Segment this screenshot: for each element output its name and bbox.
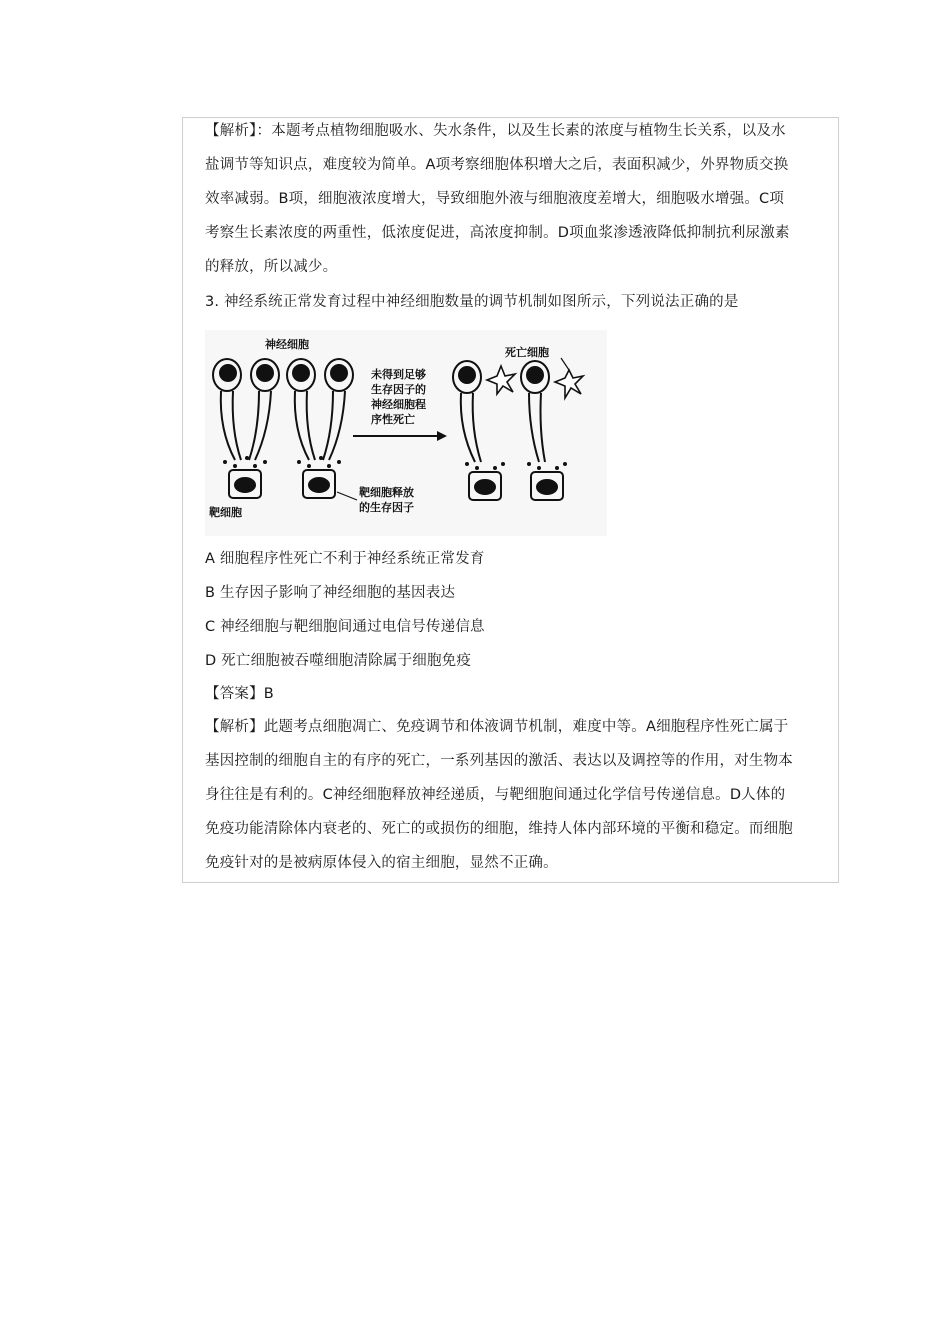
option-b: B 生存因子影响了神经细胞的基因表达 — [205, 585, 456, 601]
answer: 【答案】B — [205, 686, 274, 702]
analysis-1-line-2: 盐调节等知识点，难度较为简单。A项考察细胞体积增大之后，表面积减少，外界物质交换 — [205, 157, 789, 173]
neuron-diagram — [205, 330, 607, 536]
label-factor-line-2: 的生存因子 — [359, 501, 414, 514]
analysis-1-line-5: 的释放，所以减少。 — [205, 259, 338, 275]
option-c: C 神经细胞与靶细胞间通过电信号传递信息 — [205, 619, 485, 635]
analysis-1-line-3: 效率减弱。B项，细胞液浓度增大，导致细胞外液与细胞液度差增大，细胞吸水增强。C项 — [205, 191, 785, 207]
arrow-text-line-4: 序性死亡 — [371, 413, 415, 426]
label-neurons: 神经细胞 — [265, 338, 309, 351]
label-dead-cells: 死亡细胞 — [505, 346, 549, 359]
analysis-2-line-4: 免疫功能清除体内衰老的、死亡的或损伤的细胞，维持人体内部环境的平衡和稳定。而细胞 — [205, 821, 793, 837]
question-stem: 3. 神经系统正常发育过程中神经细胞数量的调节机制如图所示，下列说法正确的是 — [205, 294, 739, 310]
option-d: D 死亡细胞被吞噬细胞清除属于细胞免疫 — [205, 653, 472, 669]
arrow-text-line-2: 生存因子的 — [371, 383, 426, 396]
label-target-cell: 靶细胞 — [209, 506, 242, 519]
analysis-2-line-2: 基因控制的细胞自主的有序的死亡，一系列基因的激活、表达以及调控等的作用，对生物本 — [205, 753, 793, 769]
analysis-1-line-1: 【解析】：本题考点植物细胞吸水、失水条件，以及生长素的浓度与植物生长关系，以及水 — [205, 123, 786, 139]
arrow-text-line-1: 未得到足够 — [371, 368, 426, 381]
arrow-text-line-3: 神经细胞程 — [371, 398, 426, 411]
analysis-2-line-5: 免疫针对的是被病原体侵入的宿主细胞，显然不正确。 — [205, 855, 558, 871]
analysis-1-line-4: 考察生长素浓度的两重性，低浓度促进，高浓度抑制。D项血浆渗透液降低抑制抗利尿激素 — [205, 225, 790, 241]
analysis-2-line-1: 【解析】此题考点细胞凋亡、免疫调节和体液调节机制，难度中等。A细胞程序性死亡属于 — [205, 719, 789, 735]
option-a: A 细胞程序性死亡不利于神经系统正常发育 — [205, 551, 485, 567]
label-factor-line-1: 靶细胞释放 — [359, 486, 414, 499]
analysis-2-line-3: 身往往是有利的。C神经细胞释放神经递质，与靶细胞间通过化学信号传递信息。D人体的 — [205, 787, 786, 803]
neuron-figure — [205, 330, 607, 536]
